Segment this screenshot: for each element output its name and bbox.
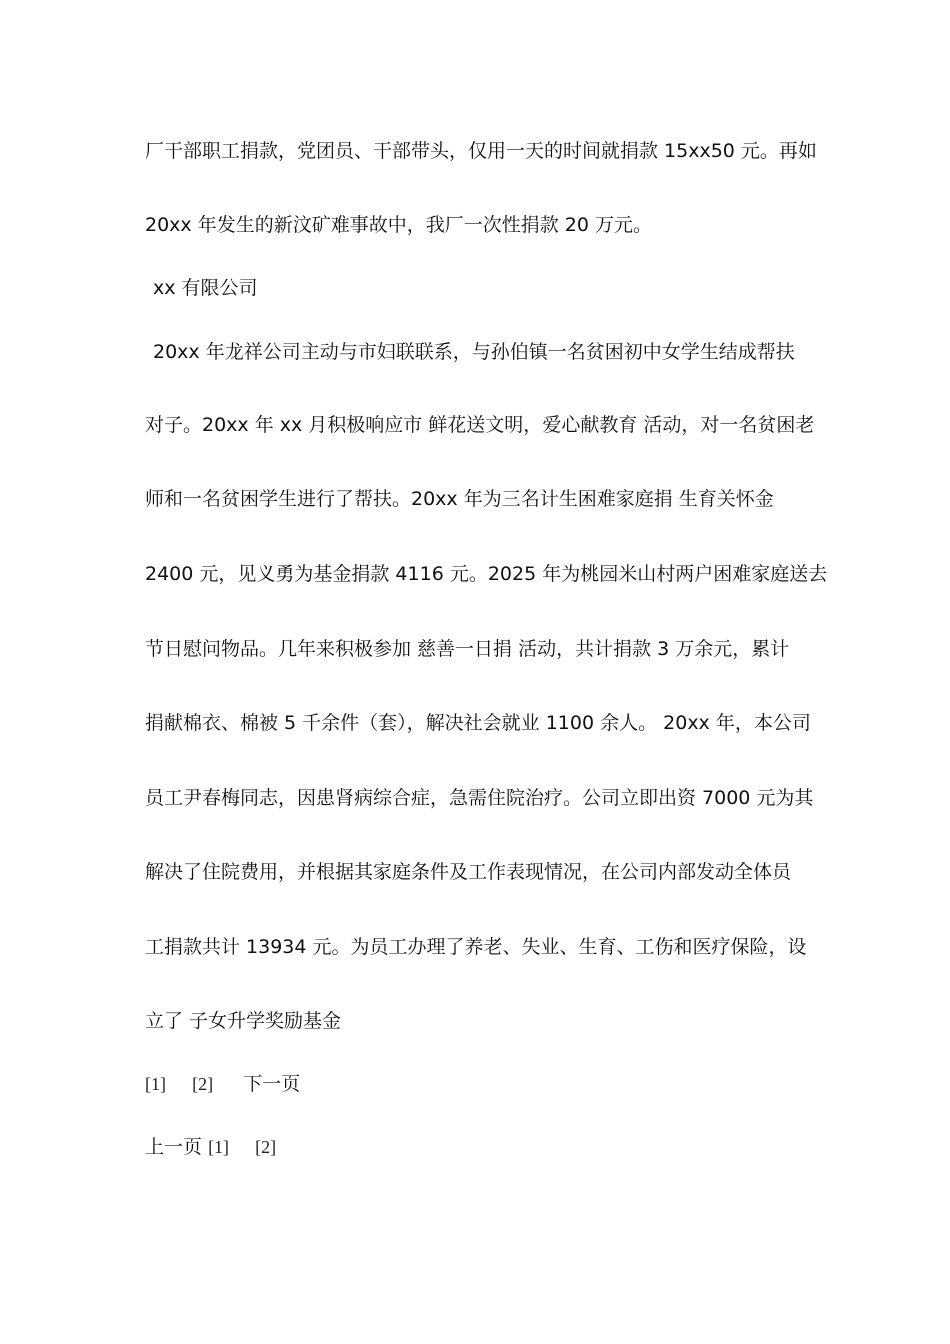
company-heading: xx 有限公司 (153, 277, 258, 299)
page-link-2[interactable]: [2] (255, 1137, 277, 1157)
paragraph-line: 2400 元，见义勇为基金捐款 4116 元。2025 年为桃园米山村两户困难家庭送去 (145, 563, 828, 585)
paragraph-line: 对子。20xx 年 xx 月积极响应市 鲜花送文明，爱心献教育 活动，对一名贫困老 (145, 414, 815, 436)
paragraph-line: 立了 子女升学奖励基金 (145, 1010, 342, 1032)
paragraph-line: 员工尹春梅同志，因患肾病综合症，急需住院治疗。公司立即出资 7000 元为其 (145, 787, 814, 809)
pager-top (145, 1071, 815, 1097)
paragraph-line: 20xx 年发生的新汶矿难事故中，我厂一次性捐款 20 万元。 (145, 214, 652, 236)
paragraph-line: 20xx 年龙祥公司主动与市妇联联系，与孙伯镇一名贫困初中女学生结成帮扶 (153, 341, 795, 363)
page-link-1[interactable]: [1] (145, 1074, 166, 1094)
paragraph-line: 厂干部职工捐款，党团员、干部带头，仅用一天的时间就捐款 15xx50 元。再如 (145, 140, 817, 162)
paragraph-line: 工捐款共计 13934 元。为员工办理了养老、失业、生育、工伤和医疗保险，设 (145, 936, 807, 958)
pager-bottom (145, 1134, 815, 1160)
paragraph-line: 节日慰问物品。几年来积极参加 慈善一日捐 活动，共计捐款 3 万余元，累计 (145, 638, 790, 660)
paragraph-line: 捐献棉衣、棉被 5 千余件（套），解决社会就业 1100 余人。 20xx 年，本公司 (145, 712, 811, 734)
next-page-link[interactable]: 下一页 (243, 1073, 301, 1095)
paragraph-line: 解决了住院费用，并根据其家庭条件及工作表现情况，在公司内部发动全体员 (145, 861, 792, 883)
page-link-1[interactable]: [1] (208, 1137, 230, 1157)
paragraph-line: 师和一名贫困学生进行了帮扶。20xx 年为三名计生困难家庭捐 生育关怀金 (145, 488, 774, 510)
page-link-2[interactable]: [2] (192, 1074, 214, 1094)
prev-page-link[interactable]: 上一页 (145, 1136, 203, 1158)
